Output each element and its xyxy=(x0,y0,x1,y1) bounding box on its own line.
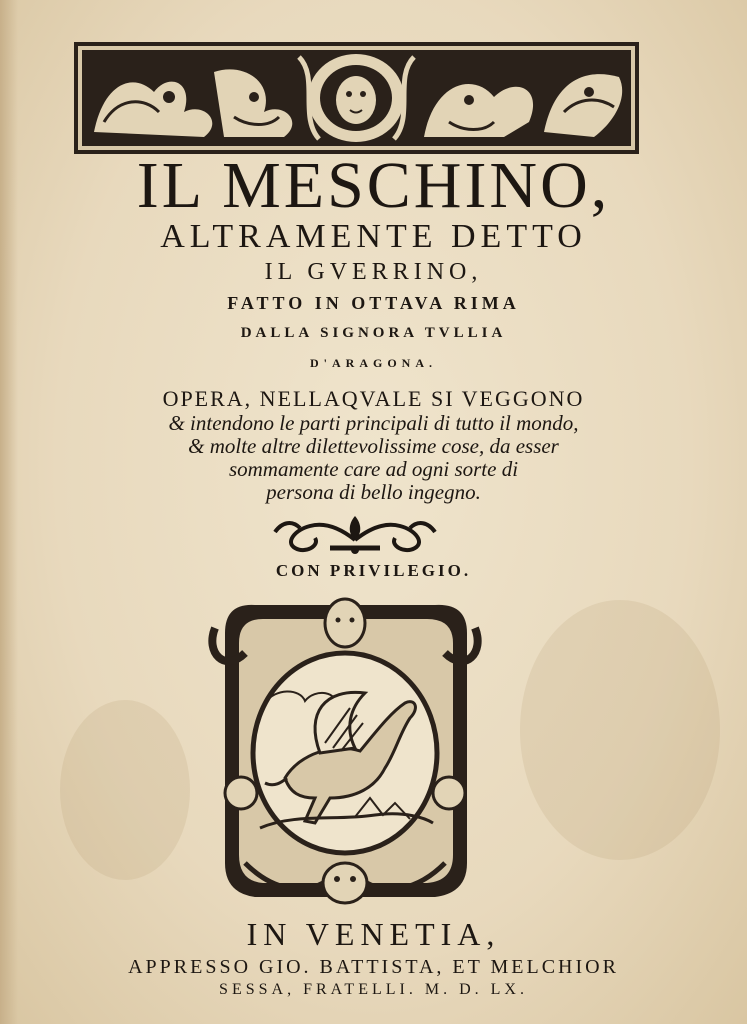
subtitle-line: ALTRAMENTE DETTO xyxy=(160,218,587,255)
author-line: DALLA SIGNORA TVLLIA xyxy=(240,325,507,341)
description-line: & intendono le parti principali di tutto il mondo, xyxy=(168,411,579,435)
paper-stain xyxy=(520,600,720,860)
imprint-city: IN VENETIA, xyxy=(246,916,501,952)
printers-device-winged-horse xyxy=(205,593,485,911)
imprint-printer: APPRESSO GIO. BATTISTA, ET MELCHIOR xyxy=(128,956,619,978)
description-line: sommamente care ad ogni sorte di xyxy=(228,457,519,481)
book-title: IL MESCHINO, xyxy=(136,149,611,222)
woodcut-header-banner xyxy=(74,42,639,154)
subtitle-line: FATTO IN OTTAVA RIMA xyxy=(227,293,520,313)
subtitle-line: IL GVERRINO, xyxy=(264,259,483,285)
paper-stain xyxy=(60,700,190,880)
description-line: & molte altre dilettevolissime cose, da esser xyxy=(188,434,559,458)
privilege-line: CON PRIVILEGIO. xyxy=(275,561,472,580)
description-line: persona di bello ingegno. xyxy=(266,480,481,504)
fleuron-ornament xyxy=(270,510,440,556)
imprint-date: SESSA, FRATELLI. M. D. LX. xyxy=(219,981,528,998)
author-line: D'ARAGONA. xyxy=(310,356,437,370)
description-heading: OPERA, NELLAQVALE SI VEGGONO xyxy=(162,386,585,411)
